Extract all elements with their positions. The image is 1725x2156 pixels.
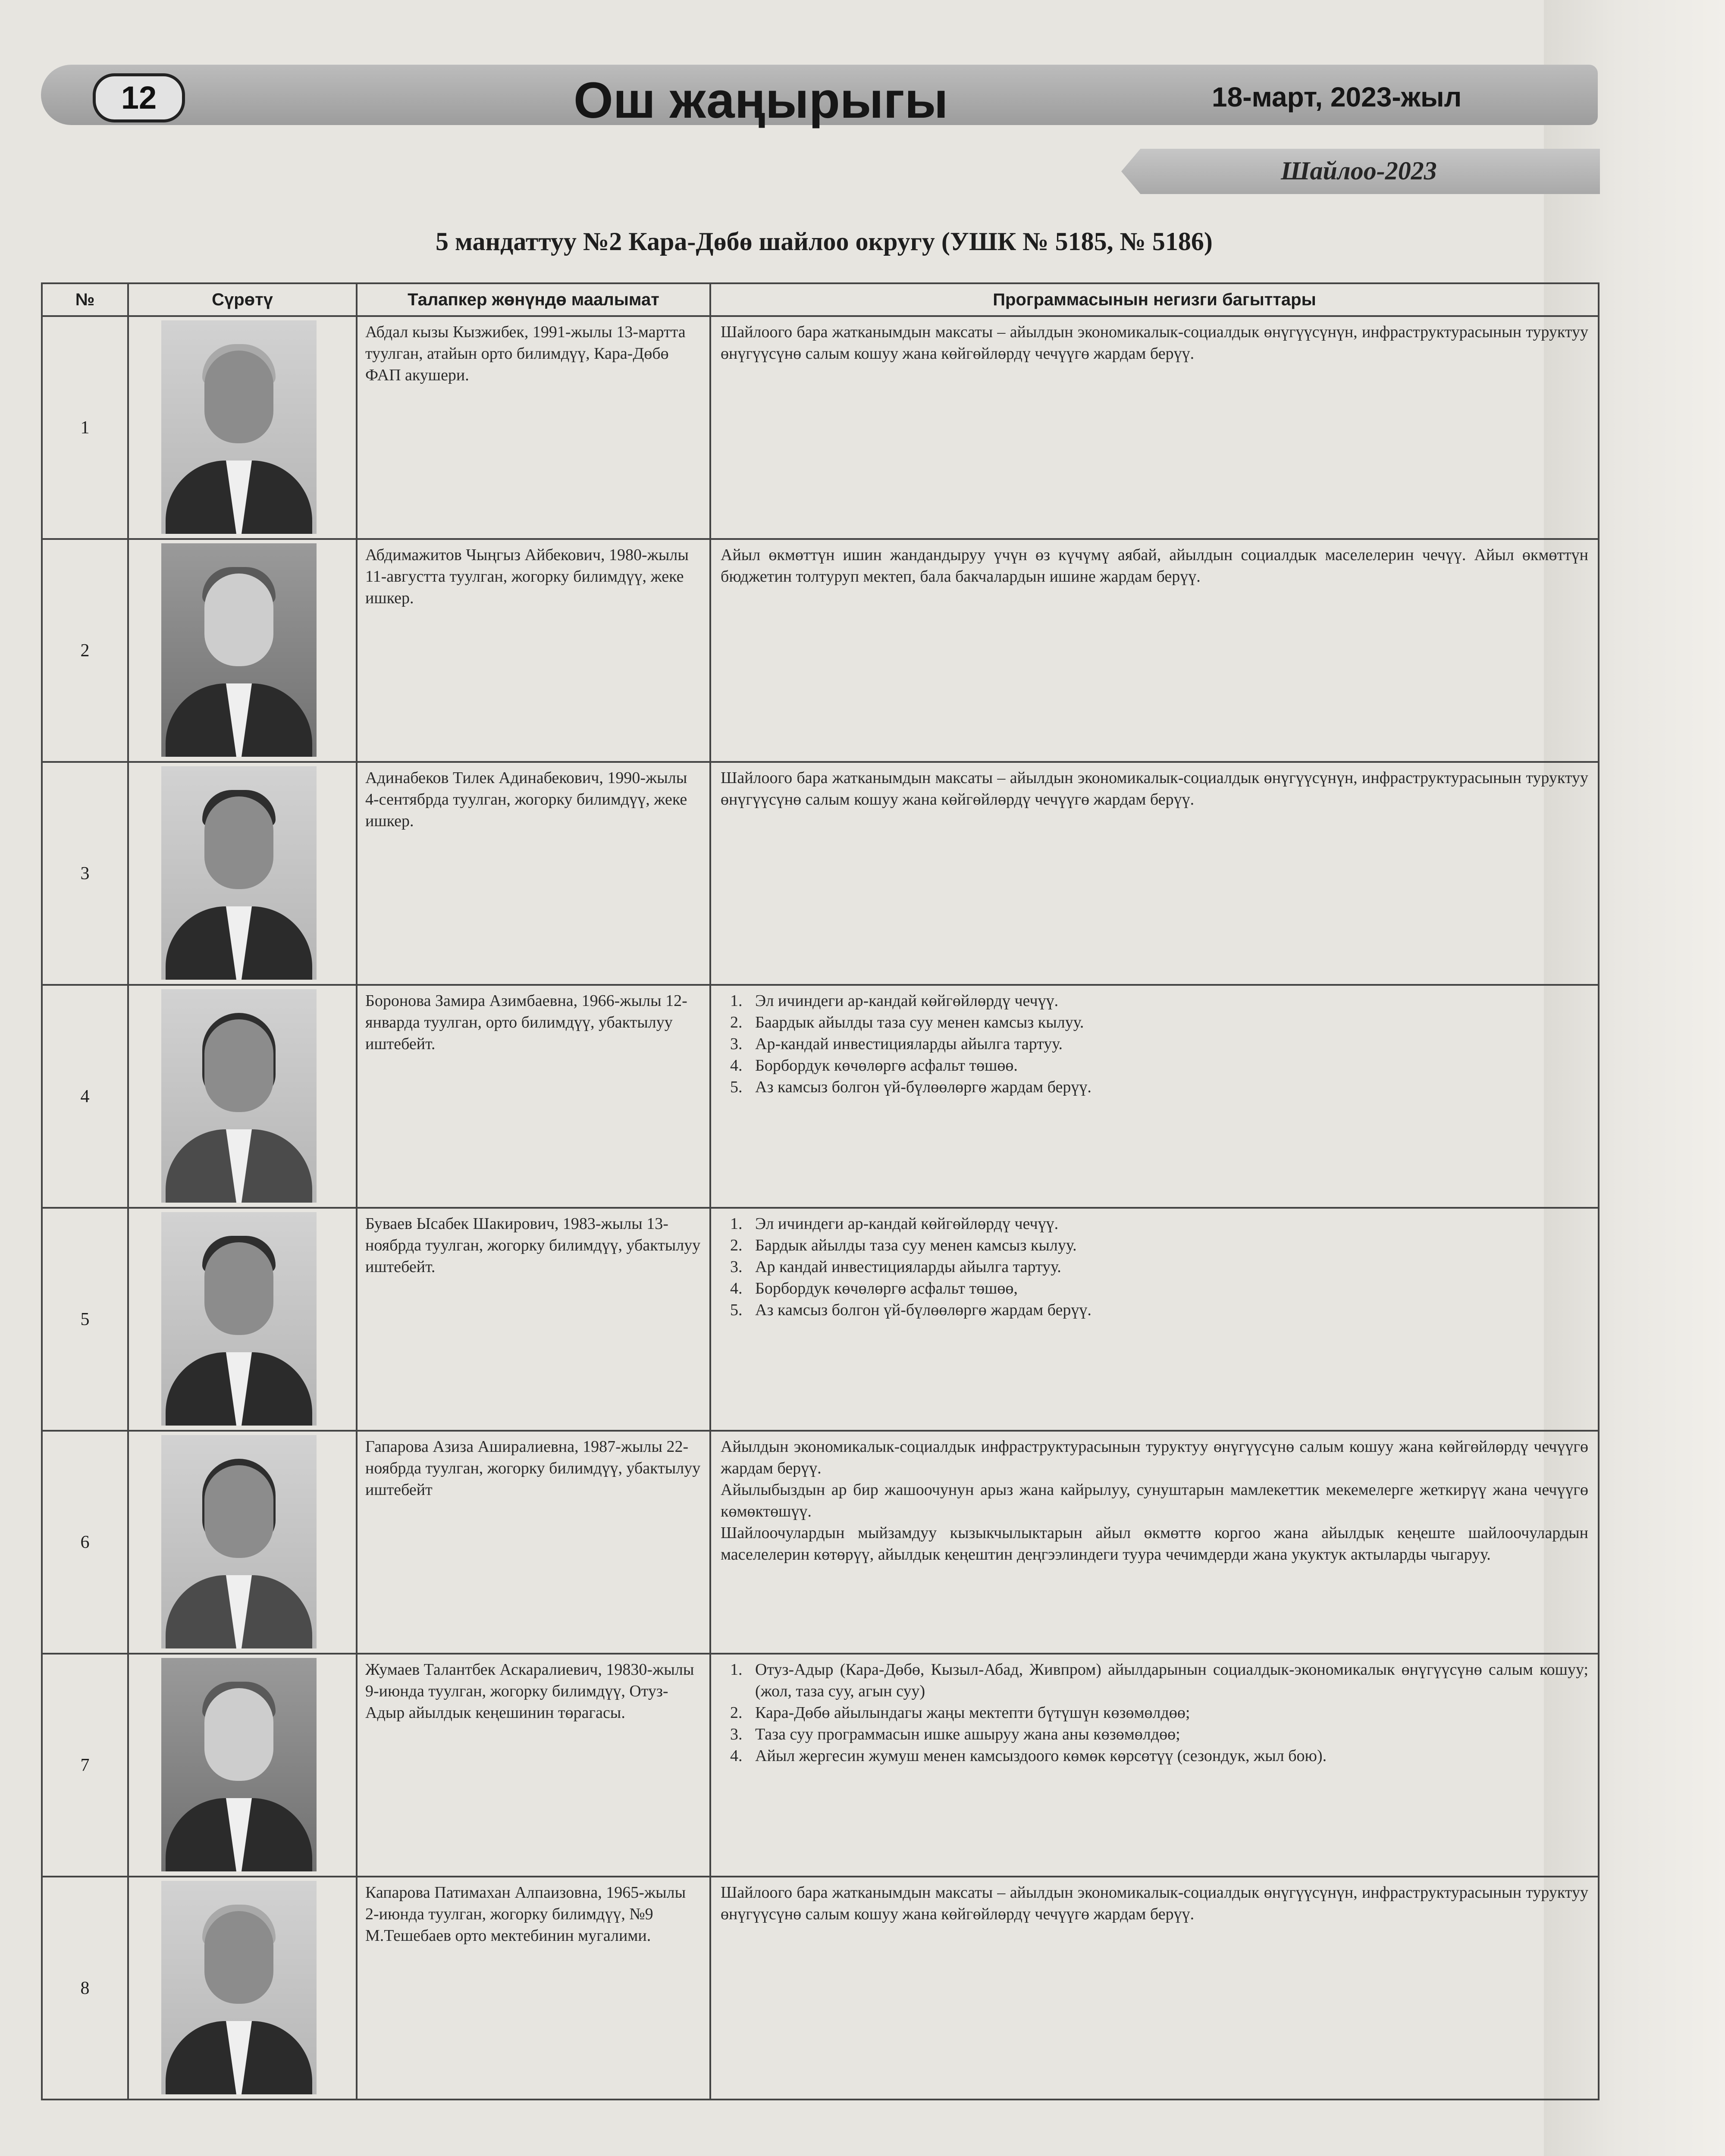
program-list-item: 1. Отуз-Адыр (Кара-Дөбө, Кызыл-Абад, Живпром) айылдарынын социалдык-экономикалык өнүгүүсүнө салым кошуу; (жол, таза суу, агын суу) <box>746 1659 1588 1702</box>
candidate-photo <box>161 1435 317 1648</box>
candidate-info: Адинабеков Тилек Адинабекович, 1990-жылы 4-сентябрда туулган, жогорку билимдүү, жеке ишкер. <box>357 762 710 985</box>
program-list-item: 1. Эл ичиндеги ар-кандай көйгөйлөрдү чечүү. <box>746 990 1588 1012</box>
candidate-photo <box>161 766 317 980</box>
candidate-program <box>710 539 1599 762</box>
candidates-table <box>41 282 1600 2100</box>
row-number: 1 <box>42 316 128 539</box>
program-list <box>721 990 1588 1098</box>
photo-cell <box>128 1654 357 1877</box>
row-number: 8 <box>42 1877 128 2100</box>
photo-cell <box>128 762 357 985</box>
row-number: 3 <box>42 762 128 985</box>
table-row <box>42 1877 1599 2100</box>
candidate-photo <box>161 1212 317 1426</box>
program-paragraph: Айыл өкмөттүн ишин жандандыруу үчүн өз күчүмү аябай, айылдын социалдык маселелерин чечүү. Айыл өкмөттүн бюджетин толтуруп мектеп, бала бакчалардын ишине жардам берүү. <box>721 546 1588 586</box>
section-title: 5 мандаттуу №2 Кара-Дөбө шайлоо округу (УШК № 5185, № 5186) <box>436 227 1213 256</box>
candidate-info: Гапарова Азиза Аширалиевна, 1987-жылы 22-ноябрда туулган, жогорку билимдүү, убактылуу иштебейт <box>357 1431 710 1654</box>
photo-cell <box>128 985 357 1208</box>
candidate-program <box>710 316 1599 539</box>
row-number: 7 <box>42 1654 128 1877</box>
program-list-item: 2. Баардык айылды таза суу менен камсыз кылуу. <box>746 1012 1588 1033</box>
program-paragraph: Шайлоого бара жатканымдын максаты – айылдын экономикалык-социалдык өнүгүүсүнүн, инфраструктурасынын туруктуу өнүгүүсүнө салым кошуу жана көйгөйлөрдү чечүүгө жардам берүү. <box>721 323 1588 363</box>
candidate-photo <box>161 1658 317 1871</box>
candidate-program <box>710 1431 1599 1654</box>
table-header-row <box>42 283 1599 316</box>
candidate-program <box>710 1877 1599 2100</box>
candidate-photo <box>161 989 317 1203</box>
candidate-program <box>710 762 1599 985</box>
program-list-item: 1. Эл ичиндеги ар-кандай көйгөйлөрдү чечүү. <box>746 1213 1588 1235</box>
candidate-photo <box>161 543 317 757</box>
candidate-info: Жумаев Талантбек Аскаралиевич, 19830-жылы 9-июнда туулган, жогорку билимдүү, Отуз-Адыр айылдык кеңешинин төрагасы. <box>357 1654 710 1877</box>
program-list-item: 3. Ар кандай инвестицияларды айылга тартуу. <box>746 1256 1588 1278</box>
table-row <box>42 985 1599 1208</box>
photo-cell <box>128 316 357 539</box>
program-paragraph: Айылыбыздын ар бир жашоочунун арыз жана кайрылуу, сунуштарын мамлекеттик мекемелерге жеткирүү жана чечүүгө көмөктөшүү. <box>721 1481 1588 1520</box>
table-row <box>42 1431 1599 1654</box>
candidate-info: Абдимажитов Чыңгыз Айбекович, 1980-жылы 11-августта туулган, жогорку билимдүү, жеке ишкер. <box>357 539 710 762</box>
candidate-program <box>710 1654 1599 1877</box>
program-list-item: 4. Борбордук көчөлөргө асфальт төшөө, <box>746 1278 1588 1299</box>
column-header-info: Талапкер жөнүндө маалымат <box>357 283 710 316</box>
program-paragraph: Шайлоочулардын мыйзамдуу кызыкчылыктарын айыл өкмөттө коргоо жана айылдык кеңеште шайлоочулардын маселелерин көтөрүү, айылдык кеңештин деңгээлиндеги туура чечимдерди жана укуктук актыларды чыгаруу. <box>721 1524 1588 1564</box>
program-list <box>721 1213 1588 1321</box>
program-list-item: 5. Аз камсыз болгон үй-бүлөөлөргө жардам берүү. <box>746 1076 1588 1098</box>
program-list-item: 2. Бардык айылды таза суу менен камсыз кылуу. <box>746 1235 1588 1256</box>
candidate-program <box>710 1208 1599 1431</box>
candidate-photo <box>161 320 317 534</box>
page-number: 12 <box>93 73 185 122</box>
row-number: 5 <box>42 1208 128 1431</box>
column-header-number: № <box>42 283 128 316</box>
candidate-info: Буваев Ысабек Шакирович, 1983-жылы 13-ноябрда туулган, жогорку билимдүү, убактылуу иштебейт. <box>357 1208 710 1431</box>
newspaper-title: Ош жаңырыгы <box>574 72 948 129</box>
table-row <box>42 539 1599 762</box>
program-list-item: 4. Борбордук көчөлөргө асфальт төшөө. <box>746 1055 1588 1076</box>
program-paragraph: Шайлоого бара жатканымдын максаты – айылдын экономикалык-социалдык өнүгүүсүнүн, инфраструктурасынын туруктуу өнүгүүсүнө салым кошуу жана көйгөйлөрдү чечүүгө жардам берүү. <box>721 1883 1588 1923</box>
candidate-program <box>710 985 1599 1208</box>
table-row <box>42 316 1599 539</box>
program-list-item: 3. Ар-кандай инвестицияларды айылга тартуу. <box>746 1033 1588 1055</box>
column-header-program: Программасынын негизги багыттары <box>710 283 1599 316</box>
photo-cell <box>128 1431 357 1654</box>
candidate-info: Капарова Патимахан Алпаизовна, 1965-жылы 2-июнда туулган, жогорку билимдүү, №9 М.Тешебаев орто мектебинин мугалими. <box>357 1877 710 2100</box>
candidate-info: Абдал кызы Кызжибек, 1991-жылы 13-мартта туулган, атайын орто билимдүү, Кара-Дөбө ФАП акушери. <box>357 316 710 539</box>
program-list-item: 2. Кара-Дөбө айылындагы жаңы мектепти бүтүшүн көзөмөлдөө; <box>746 1702 1588 1724</box>
candidate-photo <box>161 1881 317 2094</box>
photo-cell <box>128 1208 357 1431</box>
program-paragraph: Шайлоого бара жатканымдын максаты – айылдын экономикалык-социалдык өнүгүүсүнүн, инфраструктурасынын туруктуу өнүгүүсүнө салым кошуу жана көйгөйлөрдү чечүүгө жардам берүү. <box>721 769 1588 808</box>
photo-cell <box>128 1877 357 2100</box>
table-row <box>42 762 1599 985</box>
table-row <box>42 1654 1599 1877</box>
photo-cell <box>128 539 357 762</box>
row-number: 2 <box>42 539 128 762</box>
program-list <box>721 1659 1588 1767</box>
row-number: 6 <box>42 1431 128 1654</box>
rubric-label: Шайлоо-2023 <box>1281 157 1437 185</box>
issue-date: 18-март, 2023-жыл <box>1212 81 1462 113</box>
candidate-info: Боронова Замира Азимбаевна, 1966-жылы 12-январда туулган, орто билимдүү, убактылуу иштебейт. <box>357 985 710 1208</box>
program-paragraph: Айылдын экономикалык-социалдык инфраструктурасынын туруктуу өнүгүүсүнө салым кошуу жана көйгөйлөрдү чечүүгө жардам берүү. <box>721 1438 1588 1477</box>
program-list-item: 4. Айыл жергесин жумуш менен камсыздоого көмөк көрсөтүү (сезондук, жыл бою). <box>746 1745 1588 1767</box>
column-header-photo: Сүрөтү <box>128 283 357 316</box>
program-list-item: 5. Аз камсыз болгон үй-бүлөөлөргө жардам берүү. <box>746 1299 1588 1321</box>
table-row <box>42 1208 1599 1431</box>
row-number: 4 <box>42 985 128 1208</box>
program-list-item: 3. Таза суу программасын ишке ашыруу жана аны көзөмөлдөө; <box>746 1724 1588 1745</box>
